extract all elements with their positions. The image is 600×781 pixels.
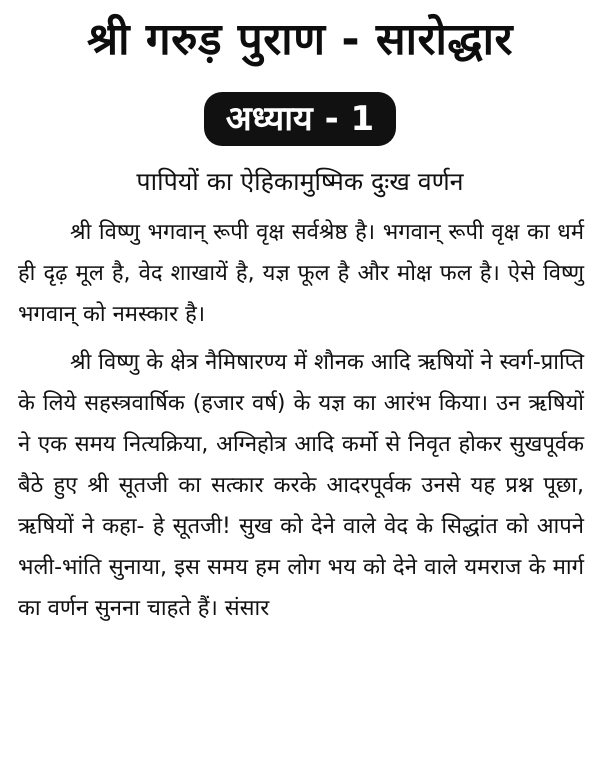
section-subheading: पापियों का ऐहिकामुष्मिक दुःख वर्णन	[136, 167, 464, 196]
book-title: श्री गरुड़ पुराण - सारोद्धार	[87, 14, 513, 65]
paragraph: श्री विष्णु के क्षेत्र नैमिषारण्य में शौनक आदि ऋषियों ने स्वर्ग-प्राप्ति के लिये सहस्त्रवार्षिक (हजार वर्ष) के यज्ञ का आरंभ किया। उन ऋषियों ने एक समय नित्यक्रिया, अग्निहोत्र आदि कर्मो से निवृत होकर सुखपूर्वक बैठे हुए श्री सूतजी का सत्कार करके आदरपूर्वक उनसे यह प्रश्न पूछा, ऋषियों ने कहा- हे सूतजी! सुख को देने वाले वेद के सिद्धांत को आपने भली-भांति सुनाया, इस समय हम लोग भय को देने वाले यमराज के मार्ग का वर्णन सुनना चाहते हैं। संसार	[18, 350, 584, 621]
chapter-badge: अध्याय - 1	[204, 92, 396, 146]
chapter-heading	[0, 92, 600, 146]
paragraph: श्री विष्णु भगवान् रूपी वृक्ष सर्वश्रेष्ठ है। भगवान् रूपी वृक्ष का धर्म ही दृढ़ मूल है, वेद शाखायें है, यज्ञ फूल है और मोक्ष फल है। ऐसे विष्णु भगवान् को नमस्कार है।	[18, 220, 584, 327]
body-text	[18, 212, 584, 636]
